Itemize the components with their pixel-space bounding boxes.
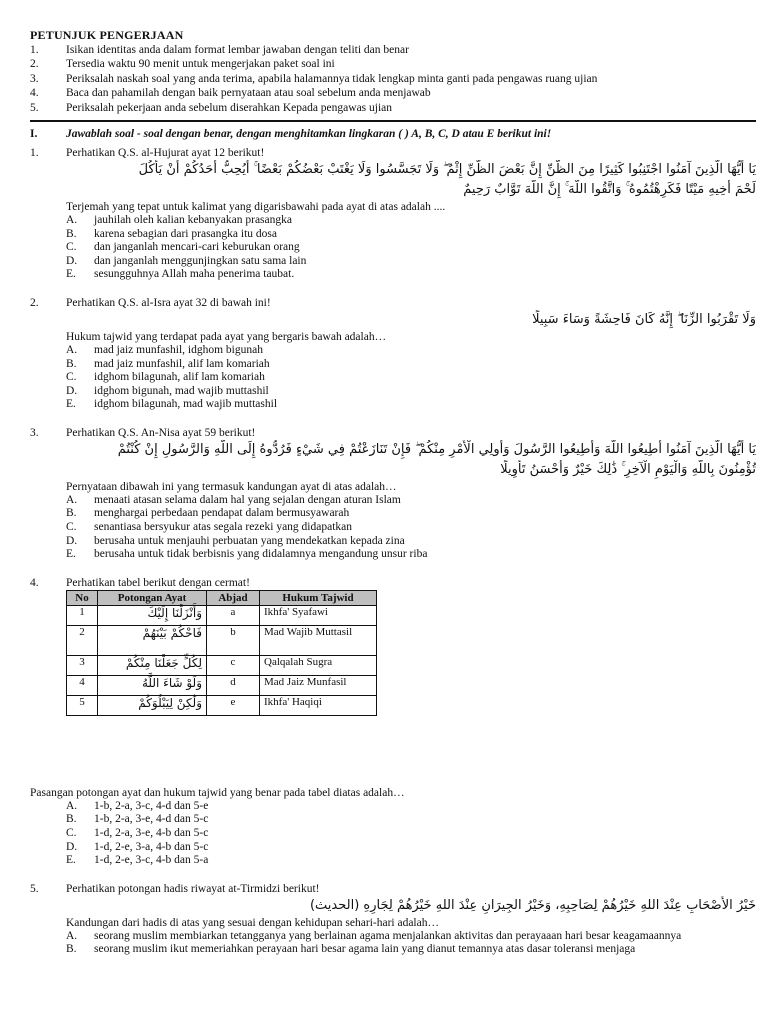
instruction-item: 4. Baca dan pahamilah dengan baik pernyataan atau soal sebelum anda menjawab [30,87,431,100]
cell-hukum: Mad Jaiz Munfasil [260,675,377,695]
column-header: No [67,590,98,605]
arabic-verse: يَا أَيُّهَا الَّذِينَ آمَنُوا اجْتَنِبُوا كَثِيرًا مِنَ الظَّنِّ إِنَّ بَعْضَ الظَّنِّ إِثْمٌ ۖ وَلَا تَجَسَّسُوا وَلَا يَغْتَبْ بَعْضُكُمْ بَعْضًا ۚ أَيُحِبُّ أَحَدُكُمْ أَنْ يَأْكُلَ [138,161,756,177]
table-row [67,625,377,655]
cell-hukum: Mad Wajib Muttasil [260,625,377,655]
question-stem: Pasangan potongan ayat dan hukum tajwid yang benar pada tabel diatas adalah… [30,786,405,799]
cell-no: 2 [67,625,98,655]
column-header: Abjad [207,590,260,605]
answer-option[interactable]: B. mad jaiz munfashil, alif lam komariah [66,357,270,370]
question-4 [30,576,756,868]
section-heading: I. Jawablah soal - soal dengan benar, dengan menghitamkan lingkaran ( ) A, B, C, D atau E berikut ini! [30,127,552,140]
cell-abjad: a [207,605,260,625]
cell-abjad: b [207,625,260,655]
instruction-item: 3. Periksalah naskah soal yang anda terima, apabila halamannya tidak lengkap minta ganti pada pengawas ruang ujian [30,72,598,85]
answer-option[interactable]: E. idghom bilagunah, mad wajib muttashil [66,398,278,411]
tajwid-table [66,590,377,716]
answer-option[interactable]: B. menghargai perbedaan pendapat dalam bermusyawarah [66,507,350,520]
table-header-row [67,590,377,605]
cell-no: 4 [67,675,98,695]
answer-option[interactable]: A. mad jaiz munfashil, idghom bigunah [66,343,263,356]
question-5 [30,882,756,957]
question-stem: Hukum tajwid yang terdapat pada ayat yang bergaris bawah adalah… [66,330,387,343]
cell-hukum: Ikhfa' Haqiqi [260,695,377,715]
instructions-title: PETUNJUK PENGERJAAN [30,28,184,42]
arabic-verse: لَحْمَ أَخِيهِ مَيْتًا فَكَرِهْتُمُوهُ ۚ وَاتَّقُوا اللَّهَ ۚ إِنَّ اللَّهَ تَوَّابٌ رَحِيمٌ [463,181,756,197]
answer-option[interactable]: D. idghom bigunah, mad wajib muttashil [66,384,269,397]
answer-option[interactable]: E. sesungguhnya Allah maha penerima taubat. [66,268,295,281]
cell-no: 5 [67,695,98,715]
question-prompt: 4. Perhatikan tabel berikut dengan cermat! [30,576,250,589]
answer-option[interactable]: C. 1-d, 2-a, 3-e, 4-b dan 5-c [66,827,209,840]
question-prompt: 5. Perhatikan potongan hadis riwayat at-Tirmidzi berikut! [30,882,320,895]
cell-no: 3 [67,655,98,675]
table-row [67,655,377,675]
answer-option[interactable]: A. 1-b, 2-a, 3-c, 4-d dan 5-e [66,799,209,812]
cell-hukum: Qalqalah Sugra [260,655,377,675]
answer-option[interactable]: E. berusaha untuk tidak berbisnis yang didalamnya mengandung unsur riba [66,548,428,561]
cell-ayat: وَلَوْ شَاءَ اللَّهُ [98,675,207,695]
answer-option[interactable]: B. karena sebagian dari prasangka itu dosa [66,227,277,240]
cell-ayat: لِكُلٍّ جَعَلْنَا مِنْكُمْ [98,655,207,675]
answer-option[interactable]: B. seorang muslim ikut memeriahkan perayaan hari besar agama lain yang dianut temannya atas dasar toleransi menjaga [66,943,636,956]
answer-option[interactable]: D. 1-d, 2-e, 3-a, 4-b dan 5-c [66,840,209,853]
answer-option[interactable]: B. 1-b, 2-a, 3-e, 4-d dan 5-c [66,813,209,826]
answer-option[interactable]: C. dan janganlah mencari-cari keburukan orang [66,241,300,254]
instructions-list [30,43,756,115]
instruction-item: 1. Isikan identitas anda dalam format lembar jawaban dengan teliti dan benar [30,44,409,56]
question-1 [30,146,756,282]
answer-option[interactable]: D. dan janganlah menggunjingkan satu sama lain [66,254,307,267]
instruction-item: 5. Periksalah pekerjaan anda sebelum diserahkan Kepada pengawas ujian [30,101,393,114]
answer-option[interactable]: D. berusaha untuk menjauhi perbuatan yang mendekatkan kepada zina [66,534,405,547]
question-prompt: 2. Perhatikan Q.S. al-Isra ayat 32 di bawah ini! [30,296,271,309]
instruction-item: 2. Tersedia waktu 90 menit untuk mengerjakan paket soal ini [30,58,335,71]
table-row [67,695,377,715]
hadith-text: خَيْرُ الأَصْحَابِ عِنْدَ اللهِ خَيْرُهُمْ لِصَاحِبِهِ، وَخَيْرُ الجِيرَانِ عِنْدَ اللهِ خَيْرُهُمْ لِجَارِهِ (الحديث) [309,897,756,913]
cell-abjad: c [207,655,260,675]
cell-hukum: Ikhfa' Syafawi [260,605,377,625]
table-row [67,605,377,625]
cell-abjad: e [207,695,260,715]
question-prompt: 3. Perhatikan Q.S. An-Nisa ayat 59 berikut! [30,426,256,439]
answer-option[interactable]: A. jauhilah oleh kalian kebanyakan prasangka [66,213,292,226]
arabic-verse: وَلَا تَقْرَبُوا الزِّنَا ۖ إِنَّهُ كَانَ فَاحِشَةً وَسَاءَ سَبِيلًا [532,311,756,327]
answer-option[interactable]: A. menaati atasan selama dalam hal yang sejalan dengan aturan Islam [66,493,401,506]
answer-option[interactable]: C. senantiasa bersyukur atas segala rezeki yang didapatkan [66,521,353,534]
question-stem: Pernyataan dibawah ini yang termasuk kandungan ayat di atas adalah… [66,480,397,493]
table-row [67,675,377,695]
cell-ayat: وَلَٰكِنْ لِيَبْلُوَكُمْ [98,695,207,715]
arabic-verse: تُؤْمِنُونَ بِاللَّهِ وَالْيَوْمِ الْآخِرِ ۚ ذَٰلِكَ خَيْرٌ وَأَحْسَنُ تَأْوِيلًا [500,461,756,477]
question-stem: Terjemah yang tepat untuk kalimat yang digarisbawahi pada ayat di atas adalah .... [66,200,446,213]
question-3 [30,426,756,562]
question-prompt: 1. Perhatikan Q.S. al-Hujurat ayat 12 berikut! [30,146,265,159]
cell-abjad: d [207,675,260,695]
cell-no: 1 [67,605,98,625]
divider [30,120,756,122]
question-stem: Kandungan dari hadis di atas yang sesuai dengan kehidupan sehari-hari adalah… [66,916,439,929]
column-header: Hukum Tajwid [260,590,377,605]
answer-option[interactable]: C. idghom bilagunah, alif lam komariah [66,371,265,384]
exam-page [30,28,756,957]
cell-ayat: وَأَنْزَلْنَا إِلَيْكَ [98,605,207,625]
answer-option[interactable]: A. seorang muslim membiarkan tetangganya yang berlainan agama menjalankan aktivitas dan perayaaan hari besar keagamaannya [66,929,682,942]
answer-option[interactable]: E. 1-d, 2-e, 3-c, 4-b dan 5-a [66,854,209,867]
arabic-verse: يَا أَيُّهَا الَّذِينَ آمَنُوا أَطِيعُوا اللَّهَ وَأَطِيعُوا الرَّسُولَ وَأُولِي الْأَمْرِ مِنْكُمْ ۖ فَإِنْ تَنَازَعْتُمْ فِي شَيْءٍ فَرُدُّوهُ إِلَى اللَّهِ وَالرَّسُولِ إِنْ كُنْتُمْ [117,441,756,457]
question-2 [30,296,756,412]
cell-ayat: فَاحْكُمْ بَيْنَهُمْ [98,625,207,655]
column-header: Potongan Ayat [98,590,207,605]
